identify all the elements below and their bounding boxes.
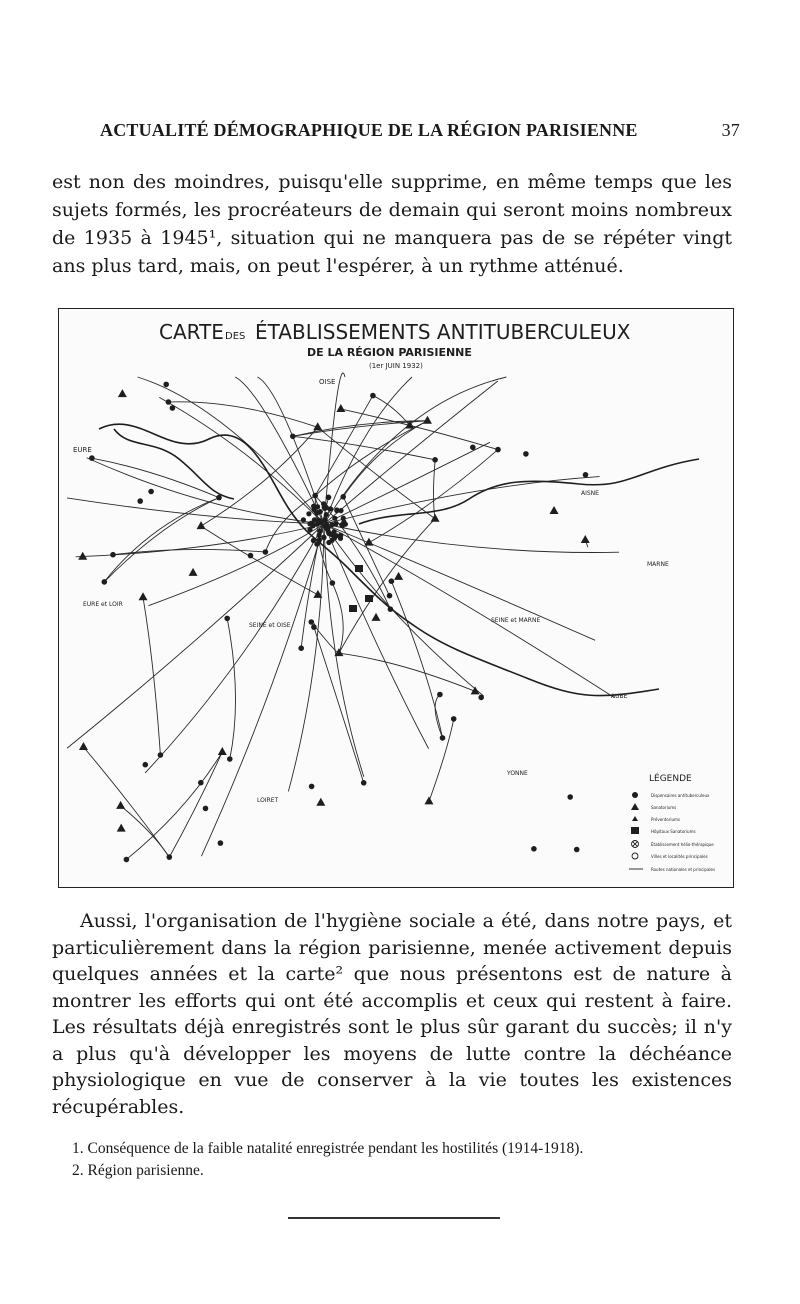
dispensary-marker	[324, 512, 329, 517]
sanatorium-marker	[424, 796, 433, 804]
river	[114, 429, 234, 499]
dispensary-marker	[218, 840, 224, 846]
dispensary-marker	[216, 495, 222, 501]
road	[324, 377, 506, 524]
dispensary-marker	[332, 535, 337, 540]
river-network	[99, 424, 699, 695]
sanatorium-marker	[78, 552, 87, 560]
region-seine-et-marne: SEINE et MARNE	[491, 617, 541, 624]
dispensary-marker	[203, 806, 209, 812]
dispensary-marker	[248, 553, 254, 559]
sanatorium-marker	[423, 416, 432, 424]
map-title-carte: CARTE	[159, 320, 224, 344]
dispensary-marker	[361, 780, 367, 786]
river	[99, 424, 659, 695]
dispensary-marker	[323, 517, 328, 522]
dispensary-marker	[166, 399, 172, 405]
dispensary-marker	[317, 518, 322, 523]
region-oise: OISE	[319, 378, 336, 386]
road	[104, 498, 219, 582]
dispensary-marker	[328, 506, 333, 511]
dispensary-marker	[334, 508, 339, 513]
dispensary-marker	[388, 606, 394, 612]
hospital-sanatorium-marker	[349, 605, 357, 612]
road	[169, 752, 222, 857]
dispensary-marker	[309, 784, 315, 790]
road	[324, 377, 412, 524]
dispensary-marker	[583, 472, 589, 478]
sanatorium-marker	[550, 506, 559, 514]
road	[318, 427, 435, 519]
sanatorium-marker	[316, 798, 325, 806]
road	[148, 524, 324, 606]
dispensary-marker	[437, 692, 443, 698]
sanatorium-marker	[336, 404, 345, 412]
dispensary-marker	[470, 445, 476, 451]
legend-label-2: Sanatoriums	[651, 805, 677, 810]
legend-label-4: Hôpitaux Sanatoriums	[651, 829, 696, 834]
legend-symbol-triangle-small	[632, 816, 638, 821]
road	[433, 460, 435, 519]
dispensary-marker	[102, 579, 108, 585]
sanatorium-marker	[79, 742, 88, 750]
dispensary-marker	[224, 616, 230, 622]
paragraph-1	[52, 168, 732, 280]
road	[324, 477, 600, 524]
footnote-2: 2. Région parisienne.	[72, 1162, 204, 1179]
road	[324, 524, 595, 640]
region-eure: EURE	[73, 446, 92, 454]
region-eure-et-loir: EURE et LOIR	[83, 601, 123, 608]
legend-symbol-square	[631, 827, 639, 834]
paragraph-1-text: est non des moindres, puisqu'elle supprime, en même temps que les sujets formés, les procréateurs de demain qui seront moins nombreux de 1935 à 1945¹, situation qui ne manquera pas de se répéter vingt ans plus tard, mais, on peut l'espérer, à un rythme atténué.	[52, 171, 732, 277]
dispensary-marker	[389, 578, 395, 584]
road	[324, 524, 615, 698]
dispensary-marker	[137, 498, 143, 504]
dispensary-marker	[312, 493, 318, 499]
dispensary-marker	[330, 580, 336, 586]
dispensary-marker	[387, 593, 393, 599]
map-title-des: DES	[225, 331, 246, 342]
road	[201, 427, 318, 526]
road	[87, 458, 324, 524]
sanatorium-marker	[394, 572, 403, 580]
road	[391, 581, 442, 738]
road	[201, 526, 318, 595]
legend-title: LÉGENDE	[649, 774, 692, 784]
running-head-title: ACTUALITÉ DÉMOGRAPHIQUE DE LA RÉGION PARISIENNE	[100, 120, 638, 140]
legend-label-7: Routes nationales et principales	[651, 867, 716, 872]
dispensary-marker	[432, 457, 438, 463]
road	[339, 519, 435, 653]
dispensary-marker	[290, 434, 296, 440]
dispensary-marker	[574, 847, 580, 853]
dispensary-marker	[478, 695, 484, 701]
region-yonne: YONNE	[507, 770, 528, 777]
legend-symbol-circle	[632, 792, 638, 798]
dispensary-marker	[370, 393, 376, 399]
dispensary-marker	[440, 735, 446, 741]
hospital-sanatorium-marker	[365, 595, 373, 602]
road	[324, 524, 484, 696]
region-aisne: AISNE	[581, 490, 599, 497]
dispensary-marker	[306, 511, 311, 516]
dispensary-marker	[263, 549, 269, 555]
dispensary-marker	[89, 455, 95, 461]
footnotes	[72, 1138, 732, 1182]
dispensary-marker	[333, 521, 338, 526]
legend-label-3: Préventoriums	[651, 817, 681, 822]
dispensary-marker	[227, 756, 233, 762]
dispensary-marker	[451, 716, 457, 722]
road	[257, 377, 324, 524]
dispensary-marker	[326, 495, 332, 501]
road	[324, 381, 498, 524]
legend-symbol-open-circle	[632, 853, 638, 859]
region-marne: MARNE	[647, 561, 669, 568]
road	[143, 597, 160, 755]
region-loiret: LOIRET	[257, 797, 279, 804]
footnote-1: 1. Conséquence de la faible natalité enregistrée pendant les hostilités (1914-1918).	[72, 1140, 584, 1157]
legend-symbol-cross	[633, 842, 638, 847]
dispensary-marker	[531, 846, 537, 852]
legend-label-5: Établissement hélio-thérapique	[651, 842, 714, 847]
dispensary-marker	[332, 516, 337, 521]
dispensary-marker	[322, 505, 327, 510]
road	[293, 436, 435, 459]
dispensary-marker	[332, 529, 337, 534]
road	[201, 524, 324, 856]
road	[288, 524, 324, 791]
dispensary-marker	[311, 538, 316, 543]
dispensary-marker	[341, 516, 346, 521]
road	[126, 752, 222, 859]
dispensary-marker	[495, 447, 501, 453]
dispensary-marker	[167, 854, 173, 860]
map-title-main: ÉTABLISSEMENTS ANTITUBERCULEUX	[255, 320, 631, 344]
road	[104, 498, 219, 582]
dispensary-marker	[311, 624, 317, 630]
road	[235, 377, 324, 524]
dispensary-marker	[198, 780, 204, 786]
road	[324, 524, 364, 777]
map-subtitle: DE LA RÉGION PARISIENNE	[307, 346, 472, 359]
sanatorium-marker	[118, 389, 127, 397]
sanatorium-marker	[581, 535, 590, 543]
dispensary-marker	[314, 510, 319, 515]
dispensary-marker	[143, 762, 149, 768]
dispensary-marker	[124, 857, 130, 863]
dispensary-marker	[567, 794, 573, 800]
region-aube: AUBE	[611, 693, 628, 700]
sanatorium-marker	[117, 824, 126, 832]
road	[159, 397, 324, 524]
dispensary-marker	[317, 537, 322, 542]
dispensary-marker	[158, 752, 164, 758]
dispensary-marker	[338, 536, 343, 541]
paragraph-2	[52, 908, 732, 1120]
map-legend	[629, 772, 715, 872]
dispensary-marker	[148, 489, 154, 495]
sanatorium-marker	[431, 514, 440, 522]
sanatorium-marker	[372, 613, 381, 621]
region-seine-et-oise: SEINE et OISE	[249, 622, 291, 629]
road	[341, 409, 498, 450]
paragraph-2-text: Aussi, l'organisation de l'hygiène sociale a été, dans notre pays, et particulièrement dans la région parisienne, menée activement depuis quelques années et la carte² que nous présentons est de nature à montrer les efforts qui ont été accomplis et ceux qui restent à faire. Les résultats déjà enregistrés sont le plus sûr garant du succès; il n'y a plus qu'à développer les moyens de lutte contre la déchéance physiologique en vue de conserver à la vie toutes les existences récupérables.	[52, 910, 732, 1118]
road	[168, 402, 317, 428]
dispensary-marker	[321, 535, 326, 540]
legend-symbol-triangle	[631, 803, 639, 810]
road	[121, 806, 170, 857]
dispensary-marker	[309, 619, 315, 625]
sanatorium-marker	[116, 801, 125, 809]
dispensary-marker	[340, 494, 346, 500]
legend-label-1: Dispensaires antituberculeux	[651, 793, 710, 798]
sanatorium-marker	[197, 521, 206, 529]
dispensary-marker	[170, 405, 176, 411]
dispensary-marker	[163, 382, 169, 388]
dispensary-marker	[307, 527, 312, 532]
road	[227, 618, 235, 759]
map-svg	[59, 309, 735, 889]
road	[145, 524, 324, 773]
legend-label-6: Villes et localités principales	[651, 854, 708, 859]
end-rule	[288, 1217, 500, 1219]
hospital-sanatorium-marker	[355, 565, 363, 572]
map-figure	[58, 308, 734, 888]
sanatorium-marker	[189, 568, 198, 576]
dispensary-marker	[110, 552, 116, 558]
map-date: (1er JUIN 1932)	[369, 362, 423, 370]
dispensary-marker	[298, 645, 304, 651]
dispensary-marker	[301, 517, 306, 522]
page-number: 37	[721, 120, 740, 140]
dispensary-marker	[523, 451, 529, 457]
sanatorium-marker	[218, 747, 227, 755]
river	[359, 459, 699, 524]
dispensary-marker	[325, 525, 330, 530]
road	[339, 653, 475, 691]
dispensary-marker	[311, 523, 316, 528]
road	[343, 497, 389, 596]
sanatorium-marker	[139, 592, 148, 600]
